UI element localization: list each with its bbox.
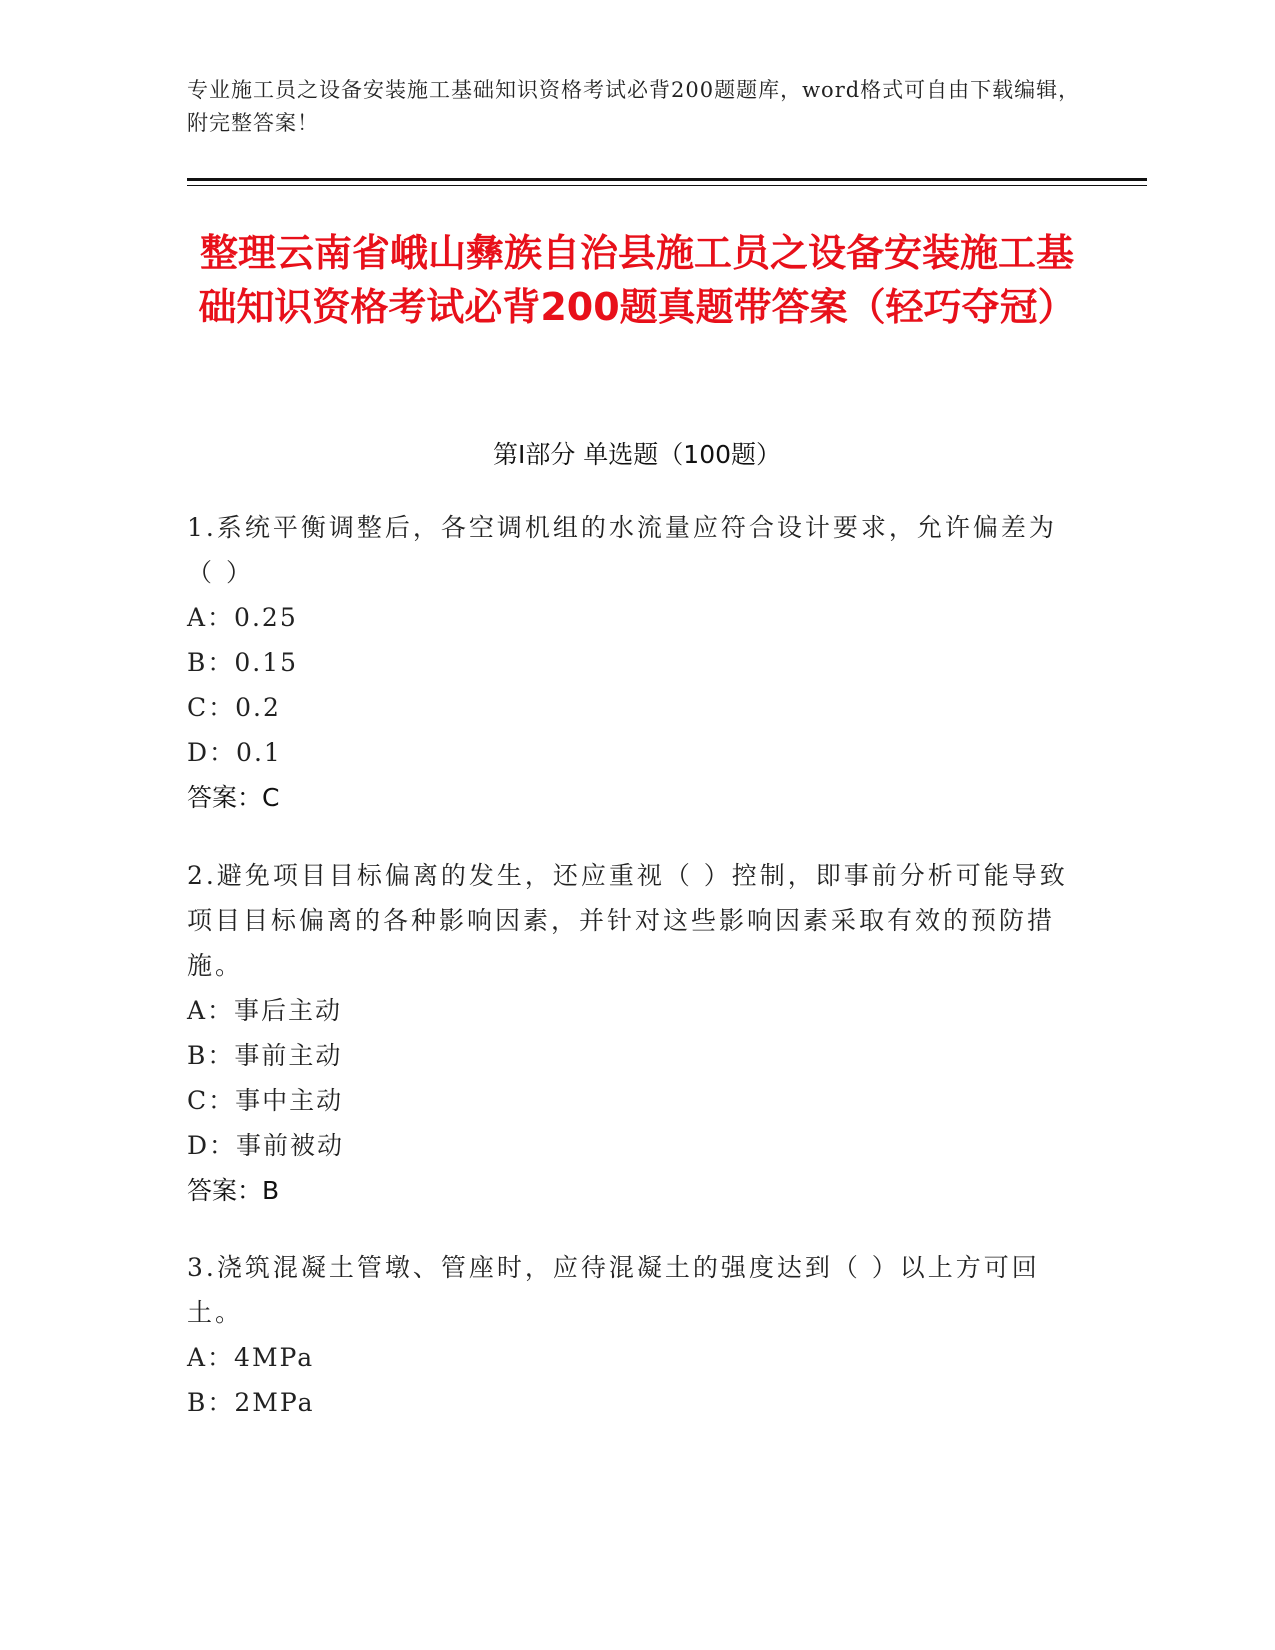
- question-3: [187, 1245, 1077, 1425]
- answer: 答案：C: [187, 783, 280, 812]
- question-stem: 3.浇筑混凝土管墩、管座时，应待混凝土的强度达到（ ）以上方可回土。: [187, 1253, 1040, 1327]
- header-rule-thin: [187, 185, 1147, 186]
- question-stem: 2.避免项目目标偏离的发生，还应重视（ ）控制，即事前分析可能导致项目目标偏离的各种影响因素，并针对这些影响因素采取有效的预防措施。: [187, 861, 1068, 980]
- option-a: A：4MPa: [187, 1343, 315, 1372]
- section-title: 第I部分 单选题（100题）: [492, 440, 782, 469]
- document-title: 整理云南省峨山彝族自治县施工员之设备安装施工基础知识资格考试必背200题真题带答案（轻巧夺冠）: [198, 231, 1076, 329]
- option-a: A：事后主动: [187, 996, 343, 1025]
- option-c: C：事中主动: [187, 1086, 344, 1115]
- option-a: A：0.25: [187, 603, 298, 632]
- option-d: D：0.1: [187, 738, 282, 767]
- option-d: D：事前被动: [187, 1131, 345, 1160]
- header-rule-thick: [187, 178, 1147, 181]
- option-b: B：事前主动: [187, 1041, 343, 1070]
- option-b: B：2MPa: [187, 1388, 315, 1417]
- question-2: [187, 853, 1077, 1213]
- question-1: [187, 505, 1077, 820]
- answer: 答案：B: [187, 1176, 280, 1205]
- option-b: B：0.15: [187, 648, 299, 677]
- option-c: C：0.2: [187, 693, 281, 722]
- question-stem: 1.系统平衡调整后，各空调机组的水流量应符合设计要求，允许偏差为（ ）: [187, 513, 1057, 587]
- header-note: 专业施工员之设备安装施工基础知识资格考试必背200题题库，word格式可自由下载编辑，附完整答案！: [187, 78, 1081, 135]
